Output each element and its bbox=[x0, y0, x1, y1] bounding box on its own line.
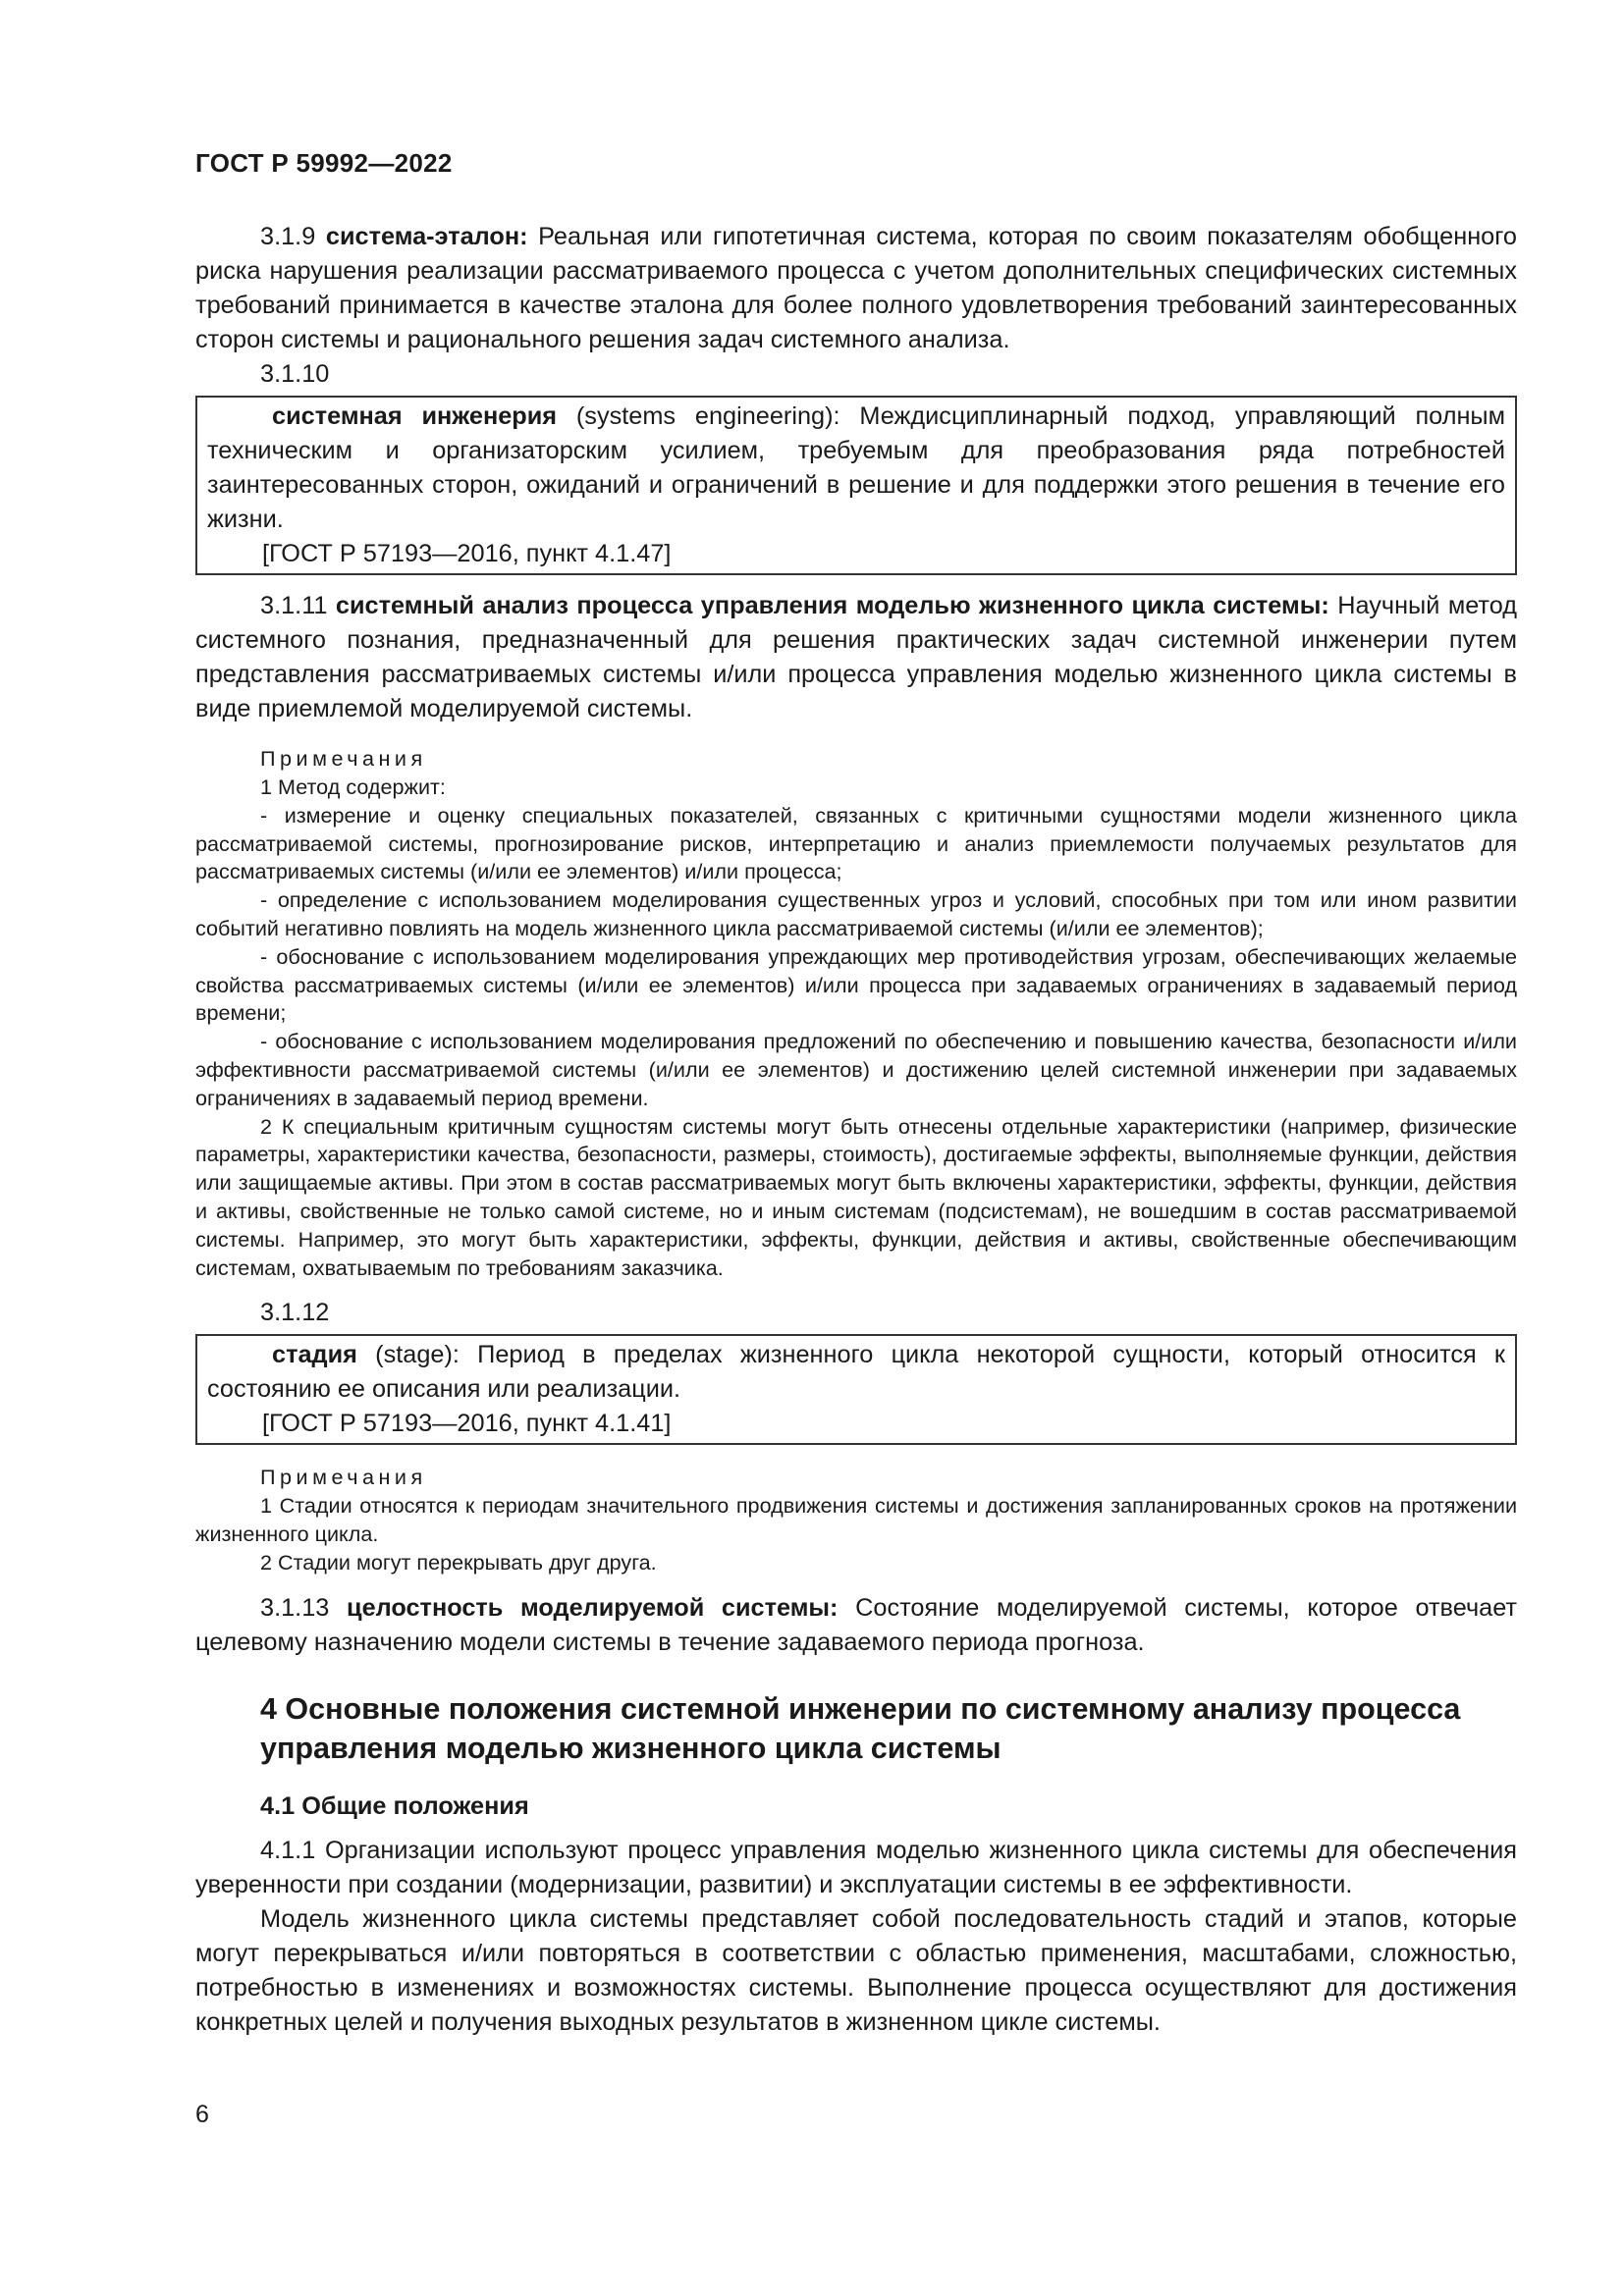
page-number: 6 bbox=[195, 2101, 209, 2128]
definition-box-3-1-12 bbox=[195, 1334, 1517, 1445]
note-item: 2 К специальным критичным сущностям системы могут быть отнесены отдельные характеристики (например, физические параметры, характеристики качества, безопасности, размеры, стоимость), достигаемые эффекты, выполняемые функции, действия или защищаемые активы. При этом в состав рассматриваемых могут быть включены характеристики, эффекты, функции, действия и активы, свойственные не только самой системе, но и иным системам (подсистемам), не вошедшим в состав рассматриваемой системы. Например, это могут быть характеристики, эффекты, функции, действия и активы, свойственные обеспечивающим системам, охватываемым по требованиям заказчика. bbox=[195, 1113, 1517, 1280]
note-item: - измерение и оценку специальных показателей, связанных с критичными сущностями модели жизненного цикла рассматриваемой системы, прогнозирование рисков, интерпретацию и анализ приемлемости получаемых результатов для рассматриваемых системы (и/или ее элементов) и/или процесса; bbox=[195, 802, 1517, 884]
term: целостность моделируемой системы: bbox=[347, 1593, 839, 1622]
source-reference: [ГОСТ Р 57193—2016, пункт 4.1.41] bbox=[262, 1410, 672, 1438]
section-heading: 4 Основные положения системной инженерии по системному анализу процесса управления моделью жизненного цикла системы bbox=[260, 1691, 1461, 1765]
term: система-эталон: bbox=[325, 223, 528, 250]
note-item: - обоснование с использованием моделирования предложений по обеспечению и повышению качества, безопасности и/или эффективности рассматриваемой системы (и/или ее элементов) и достижению целей системной инженерии при задаваемых ограничениях в задаваемый период времени. bbox=[195, 1029, 1517, 1110]
clause-3-1-11 bbox=[195, 589, 1517, 726]
clause-3-1-12 bbox=[207, 1338, 1505, 1407]
page-content bbox=[195, 220, 1517, 2040]
definition: Реальная или гипотетичная система, которая по своим показателям обобщенного риска нарушения реализации рассматриваемого процесса с учетом дополнительных специфических системных требований принимается в качестве эталона для более полного удовлетворения требований заинтересованных сторон системы и рационального решения задач системного анализа. bbox=[195, 223, 1517, 353]
source-reference: [ГОСТ Р 57193—2016, пункт 4.1.47] bbox=[262, 540, 672, 567]
document-header: ГОСТ Р 59992—2022 bbox=[195, 148, 453, 178]
note-item: 1 Метод содержит: bbox=[260, 774, 446, 799]
definition: Состояние моделируемой системы, которое отвечает целевому назначению модели системы в течение задаваемого периода прогноза. bbox=[195, 1593, 1518, 1656]
note-item: 1 Стадии относятся к периодам значительного продвижения системы и достижения запланированных сроков на протяжении жизненного цикла. bbox=[195, 1493, 1517, 1547]
clause-number-3-1-10: 3.1.10 bbox=[260, 360, 330, 388]
clause-3-1-10 bbox=[207, 400, 1505, 537]
notes-title: Примечания bbox=[260, 746, 427, 771]
paragraph-4-1-1: 4.1.1 Организации используют процесс управления моделью жизненного цикла системы для обеспечения уверенности при создании (модернизации, развитии) и эксплуатации системы в ее эффективности. bbox=[195, 1836, 1517, 1898]
term: системный анализ процесса управления моделью жизненного цикла системы: bbox=[335, 592, 1329, 619]
term: системная инженерия bbox=[272, 402, 558, 430]
subsection-heading: 4.1 Общие положения bbox=[260, 1791, 529, 1820]
definition-box-3-1-10 bbox=[195, 396, 1517, 575]
clause-3-1-9 bbox=[195, 220, 1517, 357]
clause-number-3-1-12: 3.1.12 bbox=[260, 1299, 330, 1327]
clause-number: 3.1.9 bbox=[260, 223, 316, 250]
note-item: - определение с использованием моделирования существенных угроз и условий, способных при том или ином развитии событий негативно повлиять на модель жизненного цикла рассматриваемой системы (и/или ее элементов); bbox=[195, 887, 1517, 940]
definition: (stage): Период в пределах жизненного цикла некоторой сущности, который относится к состоянию ее описания или реализации. bbox=[207, 1341, 1505, 1404]
clause-3-1-13 bbox=[195, 1591, 1517, 1660]
definition: (systems engineering): Междисциплинарный подход, управляющий полным техническим и организаторским усилием, требуемым для преобразования ряда потребностей заинтересованных сторон, ожиданий и ограничений в решение и для поддержки этого решения в течение его жизни. bbox=[207, 402, 1505, 533]
notes-title: Примечания bbox=[260, 1465, 427, 1490]
definition: Научный метод системного познания, предназначенный для решения практических задач системной инженерии путем представления рассматриваемых системы и/или процесса управления моделью жизненного цикла системы в виде приемлемой моделируемой системы. bbox=[195, 592, 1518, 722]
note-item: - обоснование с использованием моделирования упреждающих мер противодействия угрозам, обеспечивающих желаемые свойства рассматриваемых системы (и/или ее элементов) и/или процесса при задаваемых ограничениях в задаваемый период времени; bbox=[195, 943, 1517, 1026]
paragraph: Модель жизненного цикла системы представляет собой последовательность стадий и этапов, которые могут перекрываться и/или повторяться в соответствии с областью применения, масштабами, сложностью, потребностью в изменениях и возможностях системы. Выполнение процесса осуществляют для достижения конкретных целей и получения выходных результатов в жизненном цикле системы. bbox=[195, 1904, 1517, 2036]
note-item: 2 Стадии могут перекрывать друг друга. bbox=[260, 1549, 657, 1575]
clause-number: 3.1.11 bbox=[260, 592, 328, 619]
clause-number: 3.1.13 bbox=[260, 1593, 330, 1622]
term: стадия bbox=[272, 1341, 357, 1369]
